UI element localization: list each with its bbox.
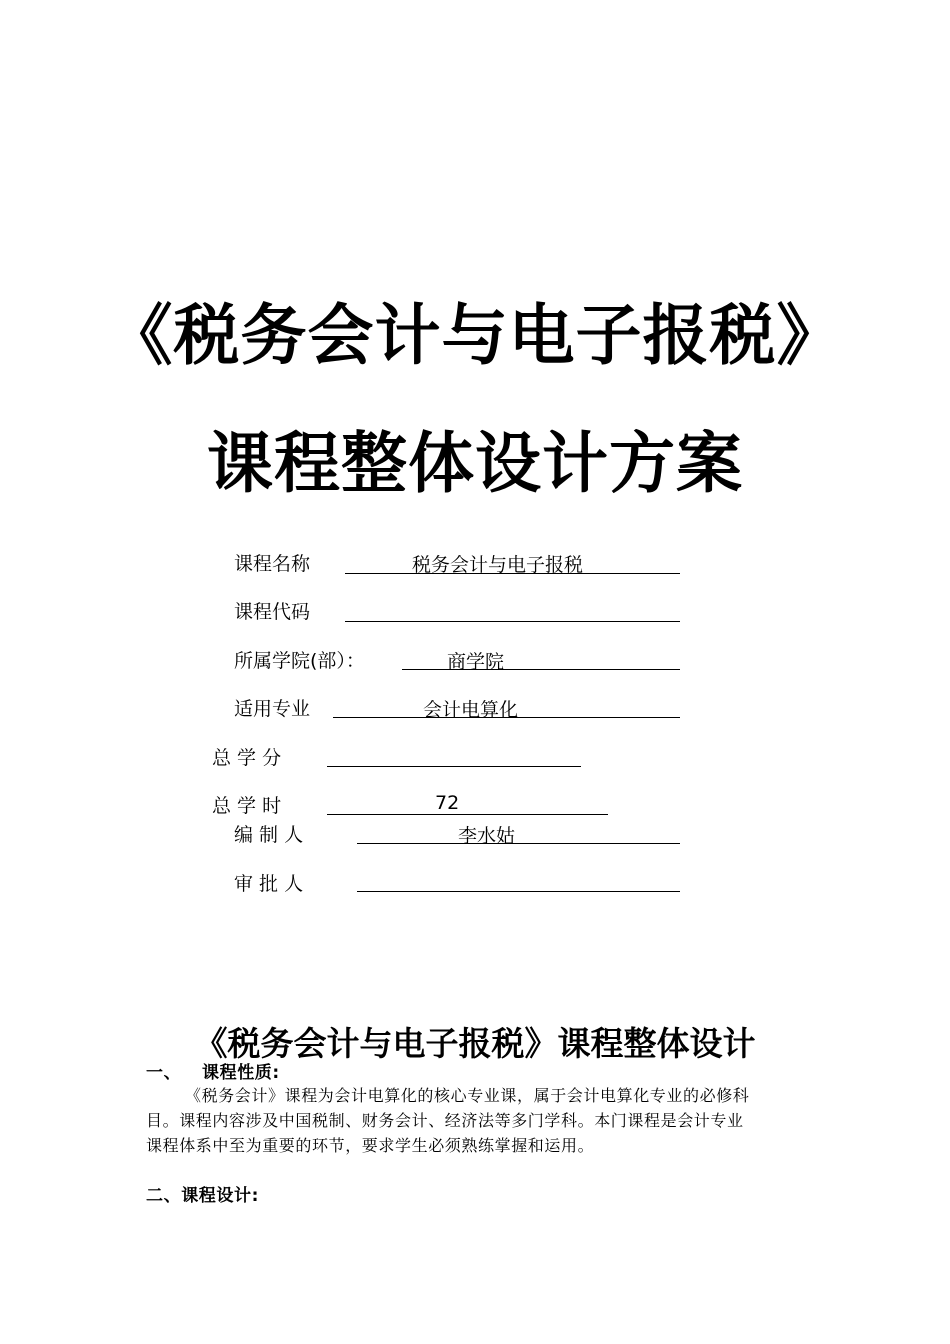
cover-title-line1: 《税务会计与电子报税》 — [106, 297, 844, 374]
section2-title: 二、课程设计: — [146, 1186, 259, 1206]
paragraph-line3: 课程体系中至为重要的环节，要求学生必须熟练掌握和运用。 — [146, 1136, 595, 1155]
credits-label: 总 学 分 — [212, 747, 282, 769]
approver-underline — [357, 891, 680, 892]
hours-value: 72 — [435, 792, 460, 814]
course-name-label: 课程名称 — [234, 553, 311, 575]
major-value: 会计电算化 — [423, 699, 519, 721]
author-label: 编 制 人 — [234, 824, 304, 846]
approver-label: 审 批 人 — [234, 873, 304, 895]
section1-title: 课程性质: — [202, 1063, 280, 1083]
author-value: 李水姑 — [458, 825, 516, 847]
paragraph-line2: 目。课程内容涉及中国税制、财务会计、经济法等多门学科。本门课程是会计专业 — [146, 1111, 744, 1130]
course-name-value: 税务会计与电子报税 — [412, 554, 584, 576]
section1-number: 一、 — [146, 1063, 182, 1083]
hours-underline — [327, 814, 608, 815]
course-code-label: 课程代码 — [234, 601, 311, 623]
credits-underline — [327, 766, 581, 767]
paragraph-line1: 《税务会计》课程为会计电算化的核心专业课，属于会计电算化专业的必修科 — [185, 1086, 750, 1105]
college-label: 所属学院(部）： — [234, 650, 365, 672]
college-underline — [402, 669, 680, 670]
content-heading: 《税务会计与电子报税》课程整体设计 — [194, 1024, 756, 1063]
course-code-underline — [345, 621, 680, 622]
author-underline — [357, 843, 680, 844]
cover-title-line2: 课程整体设计方案 — [207, 425, 743, 502]
major-label: 适用专业 — [234, 698, 311, 720]
hours-label: 总 学 时 — [212, 795, 282, 817]
college-value: 商学院 — [447, 651, 505, 673]
